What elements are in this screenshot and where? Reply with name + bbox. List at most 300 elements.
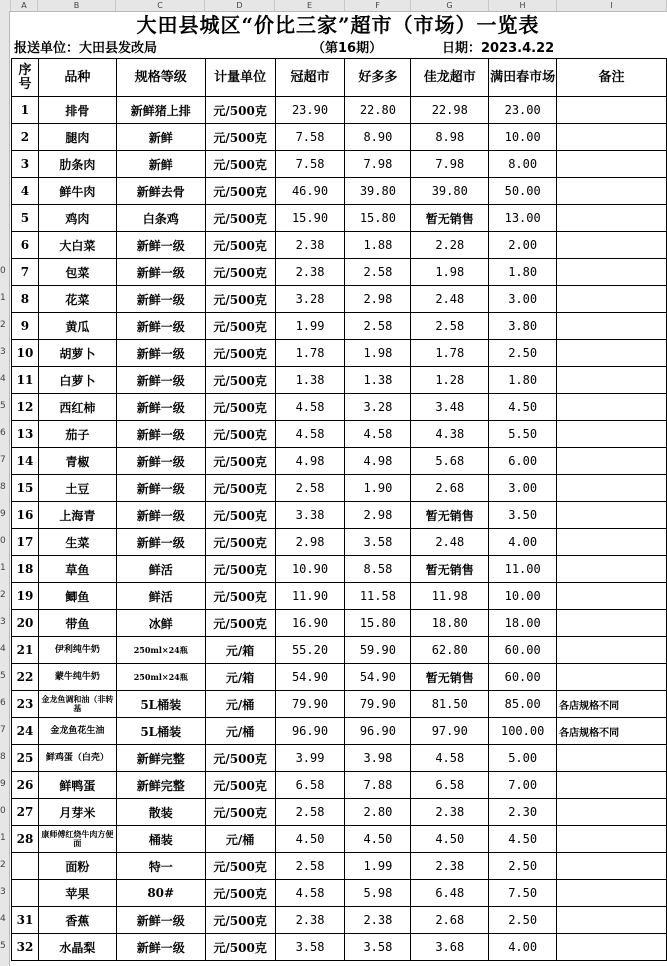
cell-store-4[interactable]: 4.00	[489, 529, 557, 556]
cell-store-2[interactable]: 1.98	[345, 340, 411, 367]
cell-no[interactable]: 8	[12, 286, 39, 313]
column-header[interactable]: F	[345, 0, 411, 11]
row-header[interactable]: 1	[0, 293, 6, 303]
header-cell-item[interactable]: 品种	[38, 59, 116, 97]
cell-spec[interactable]: 新鲜一级	[116, 529, 205, 556]
column-header[interactable]: E	[275, 0, 345, 11]
header-cell-no[interactable]: 序号	[12, 59, 39, 97]
cell-spec[interactable]: 新鲜去骨	[116, 178, 205, 205]
cell-item[interactable]: 带鱼	[38, 610, 116, 637]
cell-store-4[interactable]: 50.00	[489, 178, 557, 205]
cell-item[interactable]: 土豆	[38, 475, 116, 502]
cell-spec[interactable]: 新鲜完整	[116, 772, 205, 799]
cell-spec[interactable]: 冰鲜	[116, 610, 205, 637]
row-header[interactable]: 4	[0, 914, 6, 924]
cell-store-3[interactable]: 5.68	[411, 448, 489, 475]
cell-store-4[interactable]: 8.00	[489, 151, 557, 178]
cell-unit[interactable]: 元/500克	[205, 232, 275, 259]
cell-no[interactable]: 16	[12, 502, 39, 529]
cell-no[interactable]: 19	[12, 583, 39, 610]
cell-item[interactable]: 草鱼	[38, 556, 116, 583]
row-header[interactable]: 6	[0, 428, 6, 438]
cell-store-4[interactable]: 3.00	[489, 286, 557, 313]
cell-store-3[interactable]: 4.58	[411, 745, 489, 772]
cell-store-4[interactable]: 10.00	[489, 124, 557, 151]
cell-spec[interactable]: 5L桶装	[116, 691, 205, 718]
header-cell-store-2[interactable]: 好多多	[345, 59, 411, 97]
select-all-corner[interactable]	[0, 0, 11, 11]
header-cell-note[interactable]: 备注	[557, 59, 667, 97]
cell-no[interactable]: 9	[12, 313, 39, 340]
cell-unit[interactable]: 元/500克	[205, 745, 275, 772]
cell-spec[interactable]: 新鲜一级	[116, 340, 205, 367]
cell-item[interactable]: 胡萝卜	[38, 340, 116, 367]
row-header[interactable]: 3	[0, 347, 6, 357]
cell-spec[interactable]: 新鲜一级	[116, 421, 205, 448]
cell-store-1[interactable]: 4.58	[275, 421, 345, 448]
header-cell-spec[interactable]: 规格等级	[116, 59, 205, 97]
cell-store-4[interactable]: 7.50	[489, 880, 557, 907]
cell-unit[interactable]: 元/500克	[205, 529, 275, 556]
cell-item[interactable]: 蒙牛纯牛奶	[38, 664, 116, 691]
cell-spec[interactable]: 鲜活	[116, 556, 205, 583]
cell-spec[interactable]: 5L桶装	[116, 718, 205, 745]
cell-store-3[interactable]: 4.50	[411, 826, 489, 853]
cell-store-2[interactable]: 2.98	[345, 502, 411, 529]
cell-store-4[interactable]: 85.00	[489, 691, 557, 718]
cell-item[interactable]: 上海青	[38, 502, 116, 529]
cell-store-1[interactable]: 1.38	[275, 367, 345, 394]
cell-spec[interactable]: 新鲜一级	[116, 475, 205, 502]
cell-spec[interactable]: 新鲜一级	[116, 502, 205, 529]
cell-store-4[interactable]: 2.30	[489, 799, 557, 826]
cell-unit[interactable]: 元/500克	[205, 340, 275, 367]
cell-spec[interactable]: 散装	[116, 799, 205, 826]
cell-item[interactable]: 肋条肉	[38, 151, 116, 178]
cell-spec[interactable]: 250ml×24瓶	[116, 664, 205, 691]
cell-no[interactable]: 31	[12, 907, 39, 934]
cell-item[interactable]: 青椒	[38, 448, 116, 475]
cell-store-4[interactable]: 23.00	[489, 97, 557, 124]
cell-note[interactable]	[557, 529, 667, 556]
cell-spec[interactable]: 新鲜一级	[116, 259, 205, 286]
cell-store-3[interactable]: 7.98	[411, 151, 489, 178]
cell-store-1[interactable]: 3.38	[275, 502, 345, 529]
column-header[interactable]: B	[38, 0, 116, 11]
cell-store-3[interactable]: 1.78	[411, 340, 489, 367]
cell-store-1[interactable]: 3.99	[275, 745, 345, 772]
cell-store-1[interactable]: 4.58	[275, 394, 345, 421]
cell-no[interactable]	[12, 880, 39, 907]
cell-note[interactable]	[557, 124, 667, 151]
cell-store-2[interactable]: 4.98	[345, 448, 411, 475]
cell-note[interactable]	[557, 637, 667, 664]
row-header[interactable]: 3	[0, 887, 6, 897]
cell-note[interactable]	[557, 502, 667, 529]
cell-store-2[interactable]: 79.90	[345, 691, 411, 718]
cell-unit[interactable]: 元/500克	[205, 610, 275, 637]
cell-note[interactable]	[557, 232, 667, 259]
cell-no[interactable]	[12, 853, 39, 880]
cell-store-1[interactable]: 54.90	[275, 664, 345, 691]
cell-note[interactable]	[557, 556, 667, 583]
cell-store-3[interactable]: 97.90	[411, 718, 489, 745]
cell-store-2[interactable]: 1.88	[345, 232, 411, 259]
cell-no[interactable]: 20	[12, 610, 39, 637]
cell-store-2[interactable]: 96.90	[345, 718, 411, 745]
row-header[interactable]: 8	[0, 752, 6, 762]
cell-store-3[interactable]: 6.48	[411, 880, 489, 907]
cell-unit[interactable]: 元/500克	[205, 583, 275, 610]
cell-no[interactable]: 23	[12, 691, 39, 718]
cell-no[interactable]: 15	[12, 475, 39, 502]
cell-store-3[interactable]: 3.68	[411, 934, 489, 961]
cell-item[interactable]: 香蕉	[38, 907, 116, 934]
cell-store-4[interactable]: 2.50	[489, 853, 557, 880]
cell-unit[interactable]: 元/500克	[205, 853, 275, 880]
cell-store-2[interactable]: 8.58	[345, 556, 411, 583]
cell-store-2[interactable]: 39.80	[345, 178, 411, 205]
cell-note[interactable]	[557, 826, 667, 853]
cell-store-2[interactable]: 11.58	[345, 583, 411, 610]
cell-no[interactable]: 32	[12, 934, 39, 961]
cell-note[interactable]	[557, 421, 667, 448]
cell-note[interactable]	[557, 394, 667, 421]
cell-spec[interactable]: 新鲜一级	[116, 367, 205, 394]
cell-unit[interactable]: 元/500克	[205, 934, 275, 961]
cell-note[interactable]	[557, 934, 667, 961]
cell-store-4[interactable]: 3.00	[489, 475, 557, 502]
cell-store-3[interactable]: 2.38	[411, 853, 489, 880]
cell-item[interactable]: 鲜牛肉	[38, 178, 116, 205]
cell-store-4[interactable]: 3.80	[489, 313, 557, 340]
cell-store-3[interactable]: 暂无销售	[411, 205, 489, 232]
cell-spec[interactable]: 白条鸡	[116, 205, 205, 232]
cell-note[interactable]	[557, 313, 667, 340]
cell-store-1[interactable]: 2.38	[275, 232, 345, 259]
cell-store-1[interactable]: 1.78	[275, 340, 345, 367]
column-header[interactable]: D	[205, 0, 275, 11]
cell-unit[interactable]: 元/500克	[205, 799, 275, 826]
column-header[interactable]: I	[557, 0, 667, 11]
cell-unit[interactable]: 元/500克	[205, 286, 275, 313]
cell-store-2[interactable]: 3.98	[345, 745, 411, 772]
cell-note[interactable]: 各店规格不同	[557, 691, 667, 718]
cell-item[interactable]: 康师傅红烧牛肉方便面	[38, 826, 116, 853]
cell-no[interactable]: 27	[12, 799, 39, 826]
cell-note[interactable]	[557, 367, 667, 394]
cell-item[interactable]: 排骨	[38, 97, 116, 124]
cell-store-3[interactable]: 39.80	[411, 178, 489, 205]
cell-store-3[interactable]: 81.50	[411, 691, 489, 718]
cell-store-1[interactable]: 1.99	[275, 313, 345, 340]
cell-store-2[interactable]: 2.38	[345, 907, 411, 934]
cell-store-2[interactable]: 2.58	[345, 313, 411, 340]
cell-store-2[interactable]: 5.98	[345, 880, 411, 907]
row-header[interactable]: 4	[0, 374, 6, 384]
cell-store-3[interactable]: 1.28	[411, 367, 489, 394]
row-header[interactable]: 2	[0, 320, 6, 330]
cell-store-3[interactable]: 2.38	[411, 799, 489, 826]
cell-no[interactable]: 10	[12, 340, 39, 367]
cell-store-3[interactable]: 2.28	[411, 232, 489, 259]
column-header[interactable]: C	[116, 0, 205, 11]
cell-store-1[interactable]: 2.58	[275, 475, 345, 502]
header-cell-store-1[interactable]: 冠超市	[275, 59, 345, 97]
cell-store-2[interactable]: 2.80	[345, 799, 411, 826]
cell-store-3[interactable]: 8.98	[411, 124, 489, 151]
cell-item[interactable]: 鲜鸡蛋（白壳）	[38, 745, 116, 772]
cell-item[interactable]: 西红柿	[38, 394, 116, 421]
cell-no[interactable]: 25	[12, 745, 39, 772]
cell-store-3[interactable]: 2.68	[411, 475, 489, 502]
cell-store-1[interactable]: 3.58	[275, 934, 345, 961]
cell-note[interactable]	[557, 799, 667, 826]
cell-unit[interactable]: 元/500克	[205, 502, 275, 529]
cell-store-2[interactable]: 1.99	[345, 853, 411, 880]
cell-note[interactable]	[557, 178, 667, 205]
cell-store-1[interactable]: 2.98	[275, 529, 345, 556]
cell-no[interactable]: 14	[12, 448, 39, 475]
cell-spec[interactable]: 新鲜完整	[116, 745, 205, 772]
cell-store-2[interactable]: 4.50	[345, 826, 411, 853]
cell-no[interactable]: 12	[12, 394, 39, 421]
cell-note[interactable]	[557, 286, 667, 313]
cell-store-3[interactable]: 2.58	[411, 313, 489, 340]
header-cell-unit[interactable]: 计量单位	[205, 59, 275, 97]
cell-unit[interactable]: 元/桶	[205, 826, 275, 853]
cell-store-2[interactable]: 7.98	[345, 151, 411, 178]
cell-store-3[interactable]: 3.48	[411, 394, 489, 421]
cell-no[interactable]: 18	[12, 556, 39, 583]
cell-note[interactable]	[557, 745, 667, 772]
cell-store-4[interactable]: 2.00	[489, 232, 557, 259]
cell-store-1[interactable]: 2.58	[275, 853, 345, 880]
cell-no[interactable]: 4	[12, 178, 39, 205]
cell-store-1[interactable]: 46.90	[275, 178, 345, 205]
row-header[interactable]: 1	[0, 563, 6, 573]
row-header[interactable]: 6	[0, 698, 6, 708]
cell-no[interactable]: 13	[12, 421, 39, 448]
cell-item[interactable]: 面粉	[38, 853, 116, 880]
cell-store-4[interactable]: 5.00	[489, 745, 557, 772]
cell-item[interactable]: 金龙鱼花生油	[38, 718, 116, 745]
cell-store-4[interactable]: 4.50	[489, 394, 557, 421]
cell-no[interactable]: 6	[12, 232, 39, 259]
cell-note[interactable]	[557, 853, 667, 880]
cell-store-4[interactable]: 4.00	[489, 934, 557, 961]
cell-note[interactable]	[557, 475, 667, 502]
cell-store-3[interactable]: 62.80	[411, 637, 489, 664]
cell-store-2[interactable]: 2.98	[345, 286, 411, 313]
cell-unit[interactable]: 元/桶	[205, 718, 275, 745]
cell-unit[interactable]: 元/500克	[205, 313, 275, 340]
cell-store-3[interactable]: 6.58	[411, 772, 489, 799]
cell-note[interactable]	[557, 907, 667, 934]
cell-no[interactable]: 1	[12, 97, 39, 124]
cell-store-3[interactable]: 2.48	[411, 286, 489, 313]
cell-store-1[interactable]: 11.90	[275, 583, 345, 610]
row-header[interactable]: 7	[0, 455, 6, 465]
cell-spec[interactable]: 新鲜猪上排	[116, 97, 205, 124]
row-header[interactable]: 7	[0, 725, 6, 735]
cell-note[interactable]	[557, 97, 667, 124]
cell-store-2[interactable]: 2.58	[345, 259, 411, 286]
cell-item[interactable]: 苹果	[38, 880, 116, 907]
cell-unit[interactable]: 元/桶	[205, 691, 275, 718]
cell-unit[interactable]: 元/500克	[205, 772, 275, 799]
cell-item[interactable]: 鲫鱼	[38, 583, 116, 610]
cell-spec[interactable]: 特一	[116, 853, 205, 880]
cell-spec[interactable]: 桶装	[116, 826, 205, 853]
cell-unit[interactable]: 元/500克	[205, 448, 275, 475]
cell-store-1[interactable]: 4.50	[275, 826, 345, 853]
cell-store-3[interactable]: 4.38	[411, 421, 489, 448]
cell-unit[interactable]: 元/500克	[205, 151, 275, 178]
cell-item[interactable]: 白萝卜	[38, 367, 116, 394]
cell-store-1[interactable]: 2.38	[275, 259, 345, 286]
cell-store-2[interactable]: 3.58	[345, 934, 411, 961]
cell-store-2[interactable]: 54.90	[345, 664, 411, 691]
cell-unit[interactable]: 元/500克	[205, 394, 275, 421]
cell-store-4[interactable]: 5.50	[489, 421, 557, 448]
cell-store-2[interactable]: 8.90	[345, 124, 411, 151]
cell-item[interactable]: 腿肉	[38, 124, 116, 151]
cell-store-4[interactable]: 100.00	[489, 718, 557, 745]
cell-store-3[interactable]: 1.98	[411, 259, 489, 286]
cell-no[interactable]: 2	[12, 124, 39, 151]
cell-spec[interactable]: 新鲜	[116, 124, 205, 151]
cell-store-1[interactable]: 3.28	[275, 286, 345, 313]
cell-store-4[interactable]: 4.50	[489, 826, 557, 853]
cell-store-1[interactable]: 55.20	[275, 637, 345, 664]
cell-store-2[interactable]: 7.88	[345, 772, 411, 799]
cell-store-4[interactable]: 1.80	[489, 367, 557, 394]
cell-spec[interactable]: 新鲜一级	[116, 313, 205, 340]
cell-store-4[interactable]: 2.50	[489, 907, 557, 934]
cell-unit[interactable]: 元/500克	[205, 97, 275, 124]
cell-store-4[interactable]: 13.00	[489, 205, 557, 232]
cell-no[interactable]: 17	[12, 529, 39, 556]
cell-no[interactable]: 21	[12, 637, 39, 664]
cell-note[interactable]	[557, 448, 667, 475]
cell-store-3[interactable]: 暂无销售	[411, 502, 489, 529]
cell-store-3[interactable]: 暂无销售	[411, 664, 489, 691]
cell-item[interactable]: 茄子	[38, 421, 116, 448]
cell-store-2[interactable]: 15.80	[345, 610, 411, 637]
cell-unit[interactable]: 元/500克	[205, 475, 275, 502]
cell-store-2[interactable]: 59.90	[345, 637, 411, 664]
cell-store-4[interactable]: 6.00	[489, 448, 557, 475]
cell-item[interactable]: 金龙鱼调和油（非转基	[38, 691, 116, 718]
cell-unit[interactable]: 元/500克	[205, 556, 275, 583]
cell-spec[interactable]: 鲜活	[116, 583, 205, 610]
cell-store-1[interactable]: 79.90	[275, 691, 345, 718]
cell-unit[interactable]: 元/500克	[205, 907, 275, 934]
row-header[interactable]: 2	[0, 590, 6, 600]
cell-no[interactable]: 26	[12, 772, 39, 799]
cell-spec[interactable]: 新鲜一级	[116, 232, 205, 259]
row-header[interactable]: 5	[0, 401, 6, 411]
cell-store-1[interactable]: 2.58	[275, 799, 345, 826]
row-header[interactable]: 8	[0, 482, 6, 492]
cell-store-2[interactable]: 15.80	[345, 205, 411, 232]
cell-store-2[interactable]: 3.28	[345, 394, 411, 421]
cell-store-4[interactable]: 60.00	[489, 637, 557, 664]
cell-item[interactable]: 黄瓜	[38, 313, 116, 340]
row-header[interactable]: 9	[0, 509, 6, 519]
cell-note[interactable]	[557, 259, 667, 286]
cell-store-1[interactable]: 7.58	[275, 124, 345, 151]
cell-store-1[interactable]: 15.90	[275, 205, 345, 232]
cell-store-2[interactable]: 1.38	[345, 367, 411, 394]
cell-item[interactable]: 鲜鸭蛋	[38, 772, 116, 799]
cell-note[interactable]	[557, 151, 667, 178]
cell-store-4[interactable]: 11.00	[489, 556, 557, 583]
cell-store-3[interactable]: 2.48	[411, 529, 489, 556]
cell-unit[interactable]: 元/箱	[205, 664, 275, 691]
cell-store-2[interactable]: 4.58	[345, 421, 411, 448]
header-cell-store-3[interactable]: 佳龙超市	[411, 59, 489, 97]
cell-store-4[interactable]: 2.50	[489, 340, 557, 367]
cell-note[interactable]	[557, 340, 667, 367]
row-header[interactable]: 1	[0, 833, 6, 843]
cell-store-1[interactable]: 4.58	[275, 880, 345, 907]
cell-store-1[interactable]: 23.90	[275, 97, 345, 124]
header-cell-store-4[interactable]: 满田春市场	[489, 59, 557, 97]
cell-unit[interactable]: 元/500克	[205, 178, 275, 205]
cell-store-4[interactable]: 3.50	[489, 502, 557, 529]
cell-store-2[interactable]: 1.90	[345, 475, 411, 502]
cell-store-4[interactable]: 1.80	[489, 259, 557, 286]
cell-unit[interactable]: 元/500克	[205, 205, 275, 232]
cell-unit[interactable]: 元/500克	[205, 421, 275, 448]
row-header[interactable]: 0	[0, 536, 6, 546]
column-header[interactable]: H	[489, 0, 557, 11]
cell-item[interactable]: 花菜	[38, 286, 116, 313]
cell-no[interactable]: 5	[12, 205, 39, 232]
cell-store-1[interactable]: 16.90	[275, 610, 345, 637]
cell-store-3[interactable]: 暂无销售	[411, 556, 489, 583]
cell-item[interactable]: 伊利纯牛奶	[38, 637, 116, 664]
cell-store-3[interactable]: 18.80	[411, 610, 489, 637]
row-header[interactable]: 0	[0, 266, 6, 276]
cell-no[interactable]: 11	[12, 367, 39, 394]
cell-item[interactable]: 月芽米	[38, 799, 116, 826]
cell-spec[interactable]: 新鲜一级	[116, 448, 205, 475]
cell-item[interactable]: 鸡肉	[38, 205, 116, 232]
column-header[interactable]: A	[11, 0, 38, 11]
cell-spec[interactable]: 新鲜一级	[116, 907, 205, 934]
row-header[interactable]: 2	[0, 860, 6, 870]
cell-note[interactable]	[557, 583, 667, 610]
row-header[interactable]: 5	[0, 671, 6, 681]
cell-store-1[interactable]: 6.58	[275, 772, 345, 799]
cell-item[interactable]: 水晶梨	[38, 934, 116, 961]
cell-spec[interactable]: 新鲜	[116, 151, 205, 178]
cell-note[interactable]	[557, 880, 667, 907]
cell-unit[interactable]: 元/500克	[205, 367, 275, 394]
row-header[interactable]: 5	[0, 941, 6, 951]
cell-store-3[interactable]: 2.68	[411, 907, 489, 934]
row-header[interactable]: 4	[0, 644, 6, 654]
cell-item[interactable]: 生菜	[38, 529, 116, 556]
cell-store-1[interactable]: 10.90	[275, 556, 345, 583]
cell-no[interactable]: 24	[12, 718, 39, 745]
cell-note[interactable]	[557, 664, 667, 691]
cell-store-4[interactable]: 18.00	[489, 610, 557, 637]
cell-item[interactable]: 包菜	[38, 259, 116, 286]
